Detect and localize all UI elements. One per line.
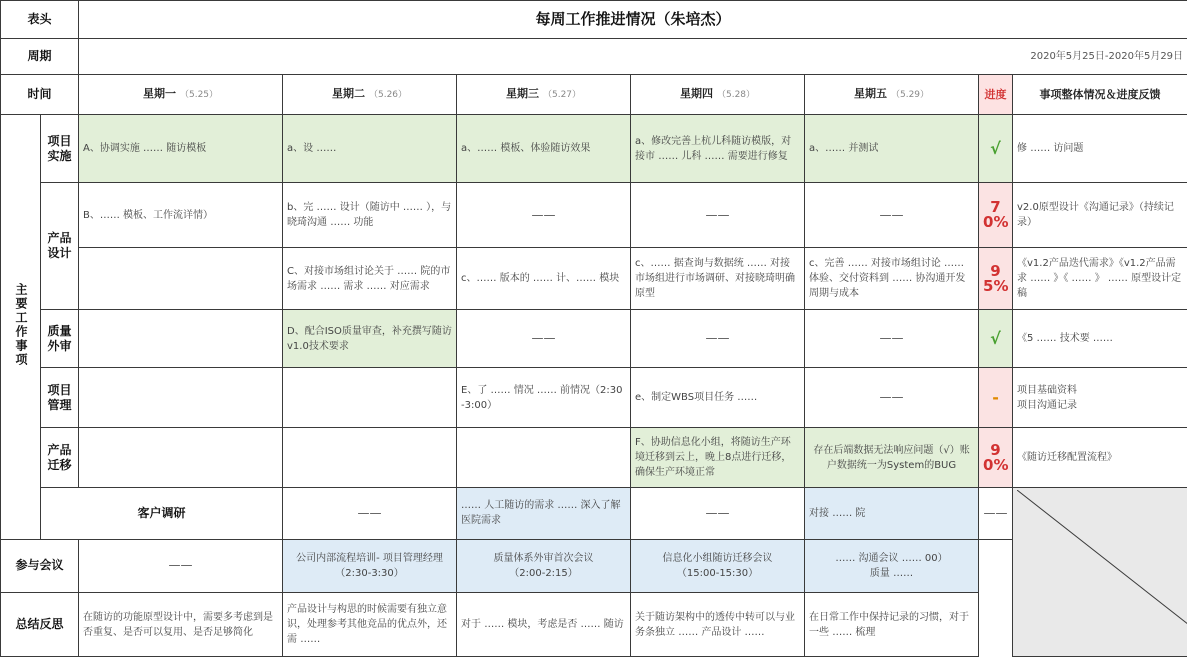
- impl-fri: a、…… 并测试: [805, 115, 979, 183]
- meeting-fri: …… 沟通会议 …… 00） 质量 ……: [805, 539, 979, 593]
- row-meeting: [1, 539, 1187, 593]
- day-header-tue: 星期二 （5.26）: [283, 75, 457, 115]
- summary-mon: 在随访的功能原型设计中，需要多考虑到是否重复、是否可以复用、是否足够简化: [79, 593, 283, 657]
- research-label: 客户调研: [41, 488, 283, 540]
- impl-progress: √: [979, 115, 1013, 183]
- quality-thu: ——: [631, 310, 805, 368]
- quality-fri: ——: [805, 310, 979, 368]
- row-quality: [1, 310, 1187, 368]
- quality-tue: D、配合ISO质量审查，补充撰写随访v1.0技术要求: [283, 310, 457, 368]
- quality-wed: ——: [457, 310, 631, 368]
- design2-tue: C、对接市场组讨论关于 …… 院的市场需求 …… 需求 …… 对应需求: [283, 248, 457, 310]
- meeting-label: 参与会议: [1, 539, 79, 593]
- row-impl: [1, 115, 1187, 183]
- summary-wed: 对于 …… 模块，考虑是否 …… 随访: [457, 593, 631, 657]
- research-mon: ——: [283, 488, 457, 540]
- design1-wed: ——: [457, 183, 631, 248]
- pm-progress: -: [979, 368, 1013, 428]
- row-design-1: [1, 183, 1187, 248]
- pm-feedback: 项目基础资料 项目沟通记录: [1013, 368, 1187, 428]
- pm-wed: E、了 …… 情况 …… 前情况（2:30-3:00）: [457, 368, 631, 428]
- quality-progress: √: [979, 310, 1013, 368]
- period-value: 2020年5月25日-2020年5月29日: [79, 39, 1187, 75]
- quality-feedback: 《5 …… 技术要 ……: [1013, 310, 1187, 368]
- design2-thu: c、…… 据查询与数据统 …… 对接市场组进行市场调研、对接晓琦明确原型: [631, 248, 805, 310]
- period-row: [1, 39, 1187, 75]
- design2-feedback: 《v1.2产品迭代需求》《v1.2产品需求 …… 》《 …… 》 …… 原型设计定稿: [1013, 248, 1187, 310]
- quality-label: 质量外审: [41, 310, 79, 368]
- page-title: 每周工作推进情况（朱培杰）: [79, 1, 1187, 39]
- empty-diagonal-cell: [1013, 488, 1187, 657]
- day-header-mon: 星期一 （5.25）: [79, 75, 283, 115]
- design1-fri: ——: [805, 183, 979, 248]
- diagonal-line: [1017, 490, 1187, 654]
- day-header-thu: 星期四 （5.28）: [631, 75, 805, 115]
- summary-thu: 关于随访架构中的透传中转可以与业务条独立 …… 产品设计 ……: [631, 593, 805, 657]
- summary-label: 总结反思: [1, 593, 79, 657]
- impl-mon: A、协调实施 …… 随访模板: [79, 115, 283, 183]
- meeting-tue: 公司内部流程培训- 项目管理经理 （2:30-3:30）: [283, 539, 457, 593]
- row-research: [1, 488, 1187, 540]
- pm-thu: e、制定WBS项目任务 ……: [631, 368, 805, 428]
- quality-mon: [79, 310, 283, 368]
- pm-fri: ——: [805, 368, 979, 428]
- impl-label: 项目实施: [41, 115, 79, 183]
- research-wed: ——: [631, 488, 805, 540]
- migration-feedback: 《随访迁移配置流程》: [1013, 428, 1187, 488]
- design-label: 产品设计: [41, 183, 79, 310]
- impl-tue: a、设 ……: [283, 115, 457, 183]
- pm-mon: [79, 368, 283, 428]
- design1-mon: B、…… 模板、工作流详情）: [79, 183, 283, 248]
- migration-tue: [283, 428, 457, 488]
- meeting-thu: 信息化小组随访迁移会议 （15:00-15:30）: [631, 539, 805, 593]
- row-design-2: [1, 248, 1187, 310]
- main-group-label: 主要工作事项: [1, 115, 41, 540]
- research-tue: …… 人工随访的需求 …… 深入了解医院需求: [457, 488, 631, 540]
- migration-thu: F、协助信息化小组，将随访生产环境迁移到云上，晚上8点进行迁移，确保生产环境正常: [631, 428, 805, 488]
- pm-label: 项目管理: [41, 368, 79, 428]
- pm-tue: [283, 368, 457, 428]
- progress-header: 进度: [979, 75, 1013, 115]
- title-row: [1, 1, 1187, 39]
- design1-thu: ——: [631, 183, 805, 248]
- corner-label: 表头: [1, 1, 79, 39]
- meeting-wed: 质量体系外审首次会议 （2:00-2:15）: [457, 539, 631, 593]
- design2-wed: c、…… 版本的 …… 计、…… 模块: [457, 248, 631, 310]
- row-summary: [1, 593, 1187, 657]
- impl-thu: a、修改完善上杭儿科随访模版，对接市 …… 儿科 …… 需要进行修复: [631, 115, 805, 183]
- summary-tue: 产品设计与构思的时候需要有独立意识，处理参考其他竞品的优点外，还需 ……: [283, 593, 457, 657]
- design2-fri: c、完善 …… 对接市场组讨论 …… 体验、交付资料到 …… 协沟通开发周期与成本: [805, 248, 979, 310]
- migration-fri: 存在后端数据无法响应问题（√）账户数据统一为System的BUG: [805, 428, 979, 488]
- design1-tue: b、完 …… 设计（随访中 …… ），与晓琦沟通 …… 功能: [283, 183, 457, 248]
- day-header-row: [1, 75, 1187, 115]
- period-label: 周期: [1, 39, 79, 75]
- research-fri: ——: [979, 488, 1013, 540]
- design1-feedback: v2.0原型设计《沟通记录》（持续记录）: [1013, 183, 1187, 248]
- day-header-fri: 星期五 （5.29）: [805, 75, 979, 115]
- row-pm: [1, 368, 1187, 428]
- summary-fri: 在日常工作中保持记录的习惯，对于一些 …… 梳理: [805, 593, 979, 657]
- migration-progress: 90%: [979, 428, 1013, 488]
- day-header-wed: 星期三 （5.27）: [457, 75, 631, 115]
- migration-wed: [457, 428, 631, 488]
- feedback-header: 事项整体情况＆进度反馈: [1013, 75, 1187, 115]
- design2-mon: [79, 248, 283, 310]
- impl-feedback: 修 …… 访问题: [1013, 115, 1187, 183]
- time-label: 时间: [1, 75, 79, 115]
- design1-progress: 70%: [979, 183, 1013, 248]
- migration-label: 产品迁移: [41, 428, 79, 488]
- row-migration: [1, 428, 1187, 488]
- impl-wed: a、…… 模板、体验随访效果: [457, 115, 631, 183]
- migration-mon: [79, 428, 283, 488]
- research-thu: 对接 …… 院: [805, 488, 979, 540]
- design2-progress: 95%: [979, 248, 1013, 310]
- meeting-mon: ——: [79, 539, 283, 593]
